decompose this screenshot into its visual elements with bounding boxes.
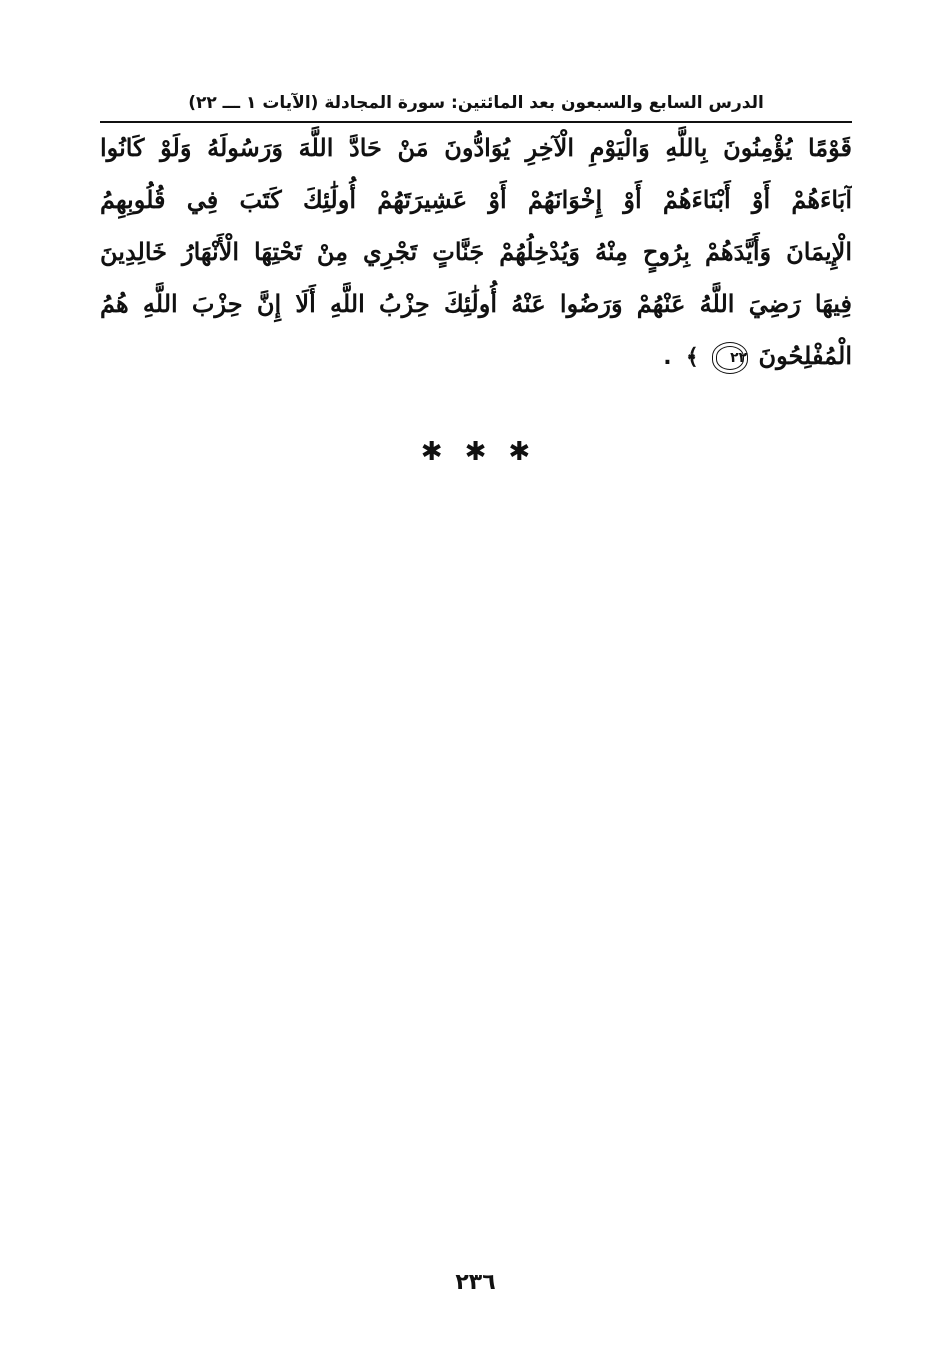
verse-line-3: الْإِيمَانَ وَأَيَّدَهُمْ بِرُوحٍ مِنْهُ وَيُدْخِلُهُمْ جَنَّاتٍ تَجْرِي مِنْ تَحْتِهَا الْأَنْهَارُ خَالِدِينَ (100, 237, 852, 266)
final-period: . (663, 345, 672, 370)
closing-ornate-bracket: ﴾ (685, 345, 699, 370)
verse-line-4: فِيهَا رَضِيَ اللَّهُ عَنْهُمْ وَرَضُوا عَنْهُ أُولَٰئِكَ حِزْبُ اللَّهِ أَلَا إِنَّ حِزْبَ اللَّهِ هُمُ (100, 289, 852, 318)
verse-line-2: آبَاءَهُمْ أَوْ أَبْنَاءَهُمْ أَوْ إِخْوَانَهُمْ أَوْ عَشِيرَتَهُمْ أُولَٰئِكَ كَتَبَ فِي قُلُوبِهِمُ (100, 185, 852, 214)
running-header: الدرس السابع والسبعون بعد المائتين: سورة المجادلة (الآيات ١ ـــ ٢٢) (188, 93, 764, 113)
page-number: ٢٣٦ (455, 1270, 496, 1295)
quran-verse-block (100, 122, 852, 382)
asterisk-icon: ✱ (464, 437, 487, 467)
asterisk-icon: ✱ (508, 437, 531, 467)
verse-line-5 (100, 330, 852, 382)
verse-last-word: الْمُفْلِحُونَ (758, 341, 852, 370)
asterisk-icon: ✱ (420, 437, 443, 467)
section-separator (0, 434, 951, 470)
ayah-number-marker: ٢٢ (712, 342, 748, 374)
verse-line-1: قَوْمًا يُؤْمِنُونَ بِاللَّهِ وَالْيَوْمِ الْآخِرِ يُوَادُّونَ مَنْ حَادَّ اللَّهَ وَرَسُولَهُ وَلَوْ كَانُوا (100, 133, 852, 162)
